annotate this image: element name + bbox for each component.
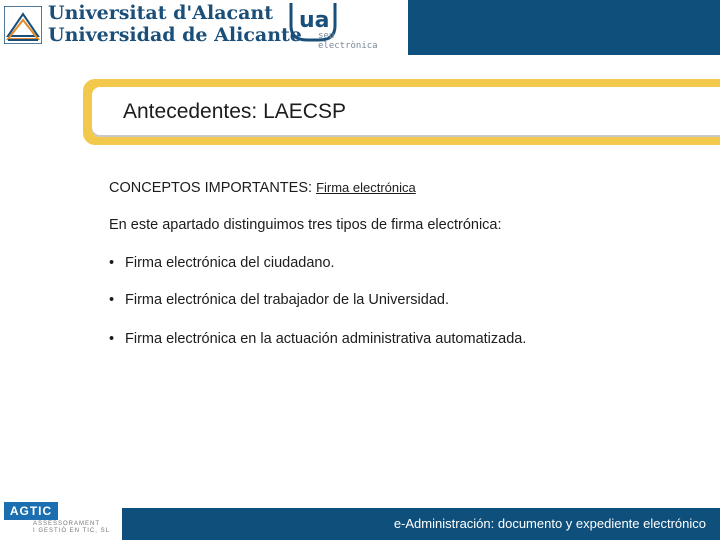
seu-line1: seu xyxy=(318,31,335,41)
seu-electronica-label xyxy=(318,31,378,51)
slide-title: Antecedentes: LAECSP xyxy=(123,100,346,123)
list-item xyxy=(109,331,526,347)
concept-heading xyxy=(109,180,416,196)
agtic-logo: AGTIC xyxy=(4,502,58,520)
university-name-line2: Universidad de Alicante xyxy=(48,24,302,46)
list-item-text: Firma electrónica en la actuación administrativa automatizada. xyxy=(125,331,527,347)
intro-text: En este apartado distinguimos tres tipos de firma electrónica: xyxy=(109,217,502,233)
university-name-line1: Universitat d'Alacant xyxy=(48,2,273,24)
bullet-icon: • xyxy=(109,292,115,308)
list-item xyxy=(109,255,335,271)
list-item-text: Firma electrónica del trabajador de la Universidad. xyxy=(125,292,449,308)
list-item xyxy=(109,292,449,308)
agtic-tagline-line1: ASSESSORAMENT xyxy=(33,521,101,527)
concept-label: CONCEPTOS IMPORTANTES: xyxy=(109,180,317,196)
concept-topic: Firma electrónica xyxy=(316,180,416,195)
agtic-tagline xyxy=(33,521,110,535)
university-name xyxy=(48,2,302,46)
university-logo-icon xyxy=(4,6,42,44)
bullet-icon: • xyxy=(109,331,115,347)
list-item-text: Firma electrónica del ciudadano. xyxy=(125,255,335,271)
seu-logo-letters: ua xyxy=(299,8,330,33)
agtic-tagline-line2: I GESTIÓ EN TIC, SL xyxy=(33,528,110,534)
seu-line2: electrònica xyxy=(318,41,378,51)
header xyxy=(0,0,720,55)
bullet-icon: • xyxy=(109,255,115,271)
header-color-band xyxy=(408,0,720,55)
footer-title: e-Administración: documento y expediente electrónico xyxy=(393,516,706,531)
